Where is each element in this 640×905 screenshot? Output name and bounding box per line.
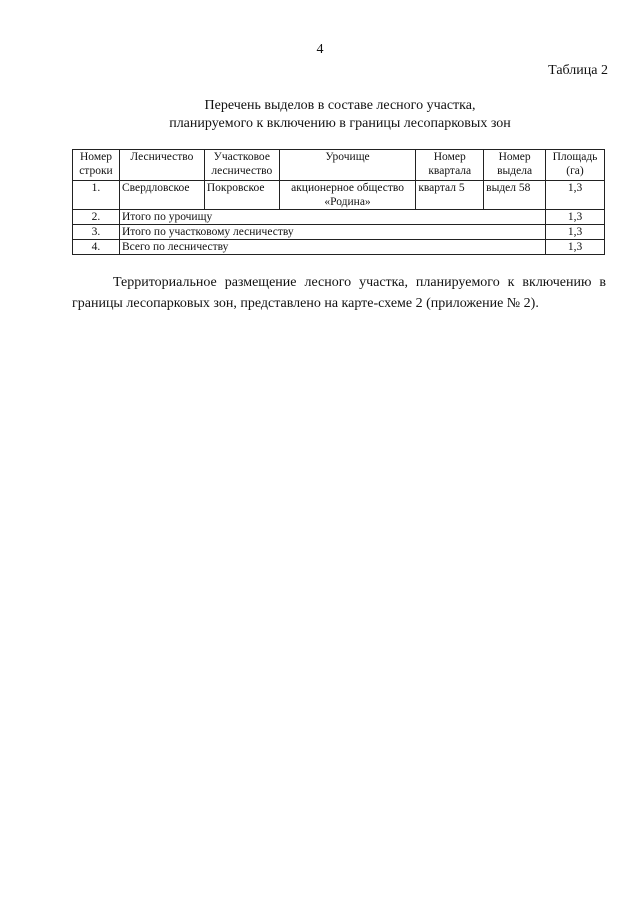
cell-area: 1,3 <box>546 225 605 240</box>
document-title <box>0 97 640 133</box>
header-tract: Урочище <box>279 150 416 181</box>
cell-row-number: 4. <box>73 240 120 255</box>
cell-tract-line-1: акционерное общество <box>291 182 404 194</box>
table-header-row <box>73 150 605 181</box>
cell-area: 1,3 <box>546 181 605 210</box>
header-quarter-number: Номер квартала <box>416 150 484 181</box>
cell-row-number: 2. <box>73 210 120 225</box>
table-row-total-forestry <box>73 240 605 255</box>
cell-allotment: выдел 58 <box>484 181 546 210</box>
cell-district-forestry: Покровское <box>204 181 279 210</box>
cell-forestry: Свердловское <box>119 181 204 210</box>
cell-row-number: 3. <box>73 225 120 240</box>
header-forestry: Лесничество <box>119 150 204 181</box>
cell-total-label: Всего по лесничеству <box>119 240 545 255</box>
cell-total-label: Итого по участковому лесничеству <box>119 225 545 240</box>
title-line-1: Перечень выделов в составе лесного участка, <box>204 98 476 113</box>
cell-tract <box>279 181 416 210</box>
page-number: 4 <box>316 42 324 57</box>
header-district-forestry: Участковое лесничество <box>204 150 279 181</box>
header-area: Площадь (га) <box>546 150 605 181</box>
cell-area: 1,3 <box>546 210 605 225</box>
cell-quarter: квартал 5 <box>416 181 484 210</box>
table-row-total-district <box>73 225 605 240</box>
cell-tract-line-2: «Родина» <box>324 196 371 208</box>
header-allotment-number: Номер выдела <box>484 150 546 181</box>
cell-row-number: 1. <box>73 181 120 210</box>
table-caption: Таблица 2 <box>548 63 608 78</box>
table-row <box>73 181 605 210</box>
table-row-total-tract <box>73 210 605 225</box>
cell-area: 1,3 <box>546 240 605 255</box>
header-row-number: Номер строки <box>73 150 120 181</box>
title-line-2: планируемого к включению в границы лесопарковых зон <box>169 116 511 131</box>
body-paragraph: Территориальное размещение лесного участка, планируемого к включению в границы лесопарковых зон, представлено на карте-схеме 2 (приложение № 2). <box>72 275 606 311</box>
cell-total-label: Итого по урочищу <box>119 210 545 225</box>
allotments-table <box>72 149 605 255</box>
